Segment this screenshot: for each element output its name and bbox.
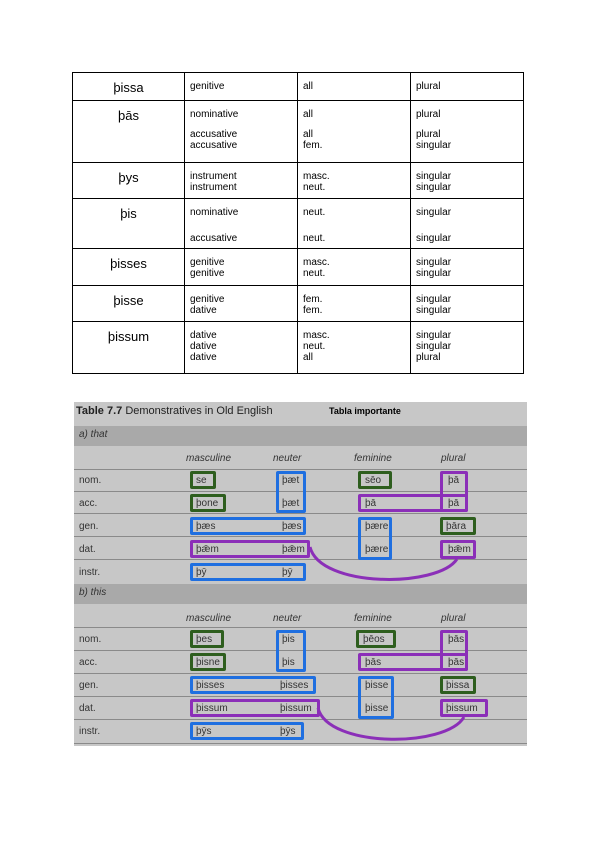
row-label-gen: gen. [79,680,99,691]
word-cell: þisse [73,286,185,322]
header-plural: plural [441,613,466,624]
form-cell: þȳ [282,567,293,578]
form-cell: þære [365,521,389,532]
header-neuter: neuter [273,613,302,624]
section-a-label: a) that [79,429,108,440]
row-label-instr: instr. [79,567,101,578]
row-label-acc: acc. [79,657,98,668]
form-cell: þās [448,657,465,668]
case-cell: nominative accusative [185,199,298,249]
gender-cell: masc. neut. all [298,322,411,374]
form-cell: þā [448,475,460,486]
connector-curves [74,402,527,746]
form-cell: þisse [365,703,389,714]
handwritten-note: Tabla importante [329,406,401,416]
case-cell: instrument instrument [185,163,298,199]
word-cell: þys [73,163,185,199]
table-row [73,73,524,101]
table-row [73,322,524,374]
header-plural: plural [441,453,466,464]
number-cell: singular singular plural [411,322,524,374]
gender-cell: all all fem. [298,101,411,163]
form-cell: þisses [280,680,309,691]
number-cell: singular singular [411,249,524,286]
form-cell: þæs [196,521,216,532]
form-cell: þisne [196,657,220,668]
case-cell: dative dative dative [185,322,298,374]
form-cell: þǣm [282,544,305,555]
scanned-demonstratives-table [74,402,527,746]
form-cell: þisse [365,680,389,691]
connector-curve [318,708,464,739]
case-cell: genitive genitive [185,249,298,286]
case-cell: nominative accusative accusative [185,101,298,163]
form-cell: se [196,475,207,486]
form-cell: þēos [363,634,385,645]
word-cell: þissa [73,73,185,101]
table-row [73,286,524,322]
header-neuter: neuter [273,453,302,464]
form-cell: þis [282,634,295,645]
header-feminine: feminine [354,613,392,624]
gender-cell: masc. neut. [298,163,411,199]
form-cell: þissa [446,680,470,691]
gender-cell: all [298,73,411,101]
row-label-dat: dat. [79,703,96,714]
word-cell: þissum [73,322,185,374]
header-masculine: masculine [186,453,232,464]
form-cell: þāra [446,521,467,532]
number-cell: singular singular [411,163,524,199]
form-cell: þȳs [196,726,212,737]
header-masculine: masculine [186,613,232,624]
form-cell: þære [365,544,389,555]
number-cell: singular singular [411,199,524,249]
number-cell: plural [411,73,524,101]
form-cell: þās [448,634,465,645]
case-cell: genitive [185,73,298,101]
row-label-instr: instr. [79,726,101,737]
form-cell: þissum [280,703,312,714]
number-cell: singular singular [411,286,524,322]
scan-title: Table 7.7 Demonstratives in Old English [76,405,273,417]
form-cell: þis [282,657,295,668]
demonstratives-summary-table [72,72,524,374]
form-cell: þone [196,498,219,509]
form-cell: þæs [282,521,302,532]
section-b-label: b) this [79,587,107,598]
header-feminine: feminine [354,453,392,464]
form-cell: þǣm [196,544,219,555]
row-label-acc: acc. [79,498,98,509]
form-cell: þissum [446,703,478,714]
form-cell: þā [448,498,460,509]
form-cell: þȳ [196,567,207,578]
word-cell: þis [73,199,185,249]
form-cell: þȳs [280,726,296,737]
form-cell: þās [365,657,382,668]
number-cell: plural plural singular [411,101,524,163]
form-cell: þissum [196,703,228,714]
table-row [73,249,524,286]
word-cell: þās [73,101,185,163]
gender-cell: fem. fem. [298,286,411,322]
word-cell: þisses [73,249,185,286]
form-cell: þisses [196,680,225,691]
form-cell: sēo [365,475,382,486]
form-cell: þæt [282,498,300,509]
gender-cell: neut. neut. [298,199,411,249]
row-label-gen: gen. [79,521,99,532]
table-row [73,199,524,249]
table-row [73,163,524,199]
row-label-nom: nom. [79,634,102,645]
connector-curve [310,547,457,579]
form-cell: þǣm [448,544,471,555]
form-cell: þes [196,634,213,645]
case-cell: genitive dative [185,286,298,322]
table-row [73,101,524,163]
row-label-nom: nom. [79,475,102,486]
form-cell: þā [365,498,377,509]
form-cell: þæt [282,475,300,486]
gender-cell: masc. neut. [298,249,411,286]
row-label-dat: dat. [79,544,96,555]
